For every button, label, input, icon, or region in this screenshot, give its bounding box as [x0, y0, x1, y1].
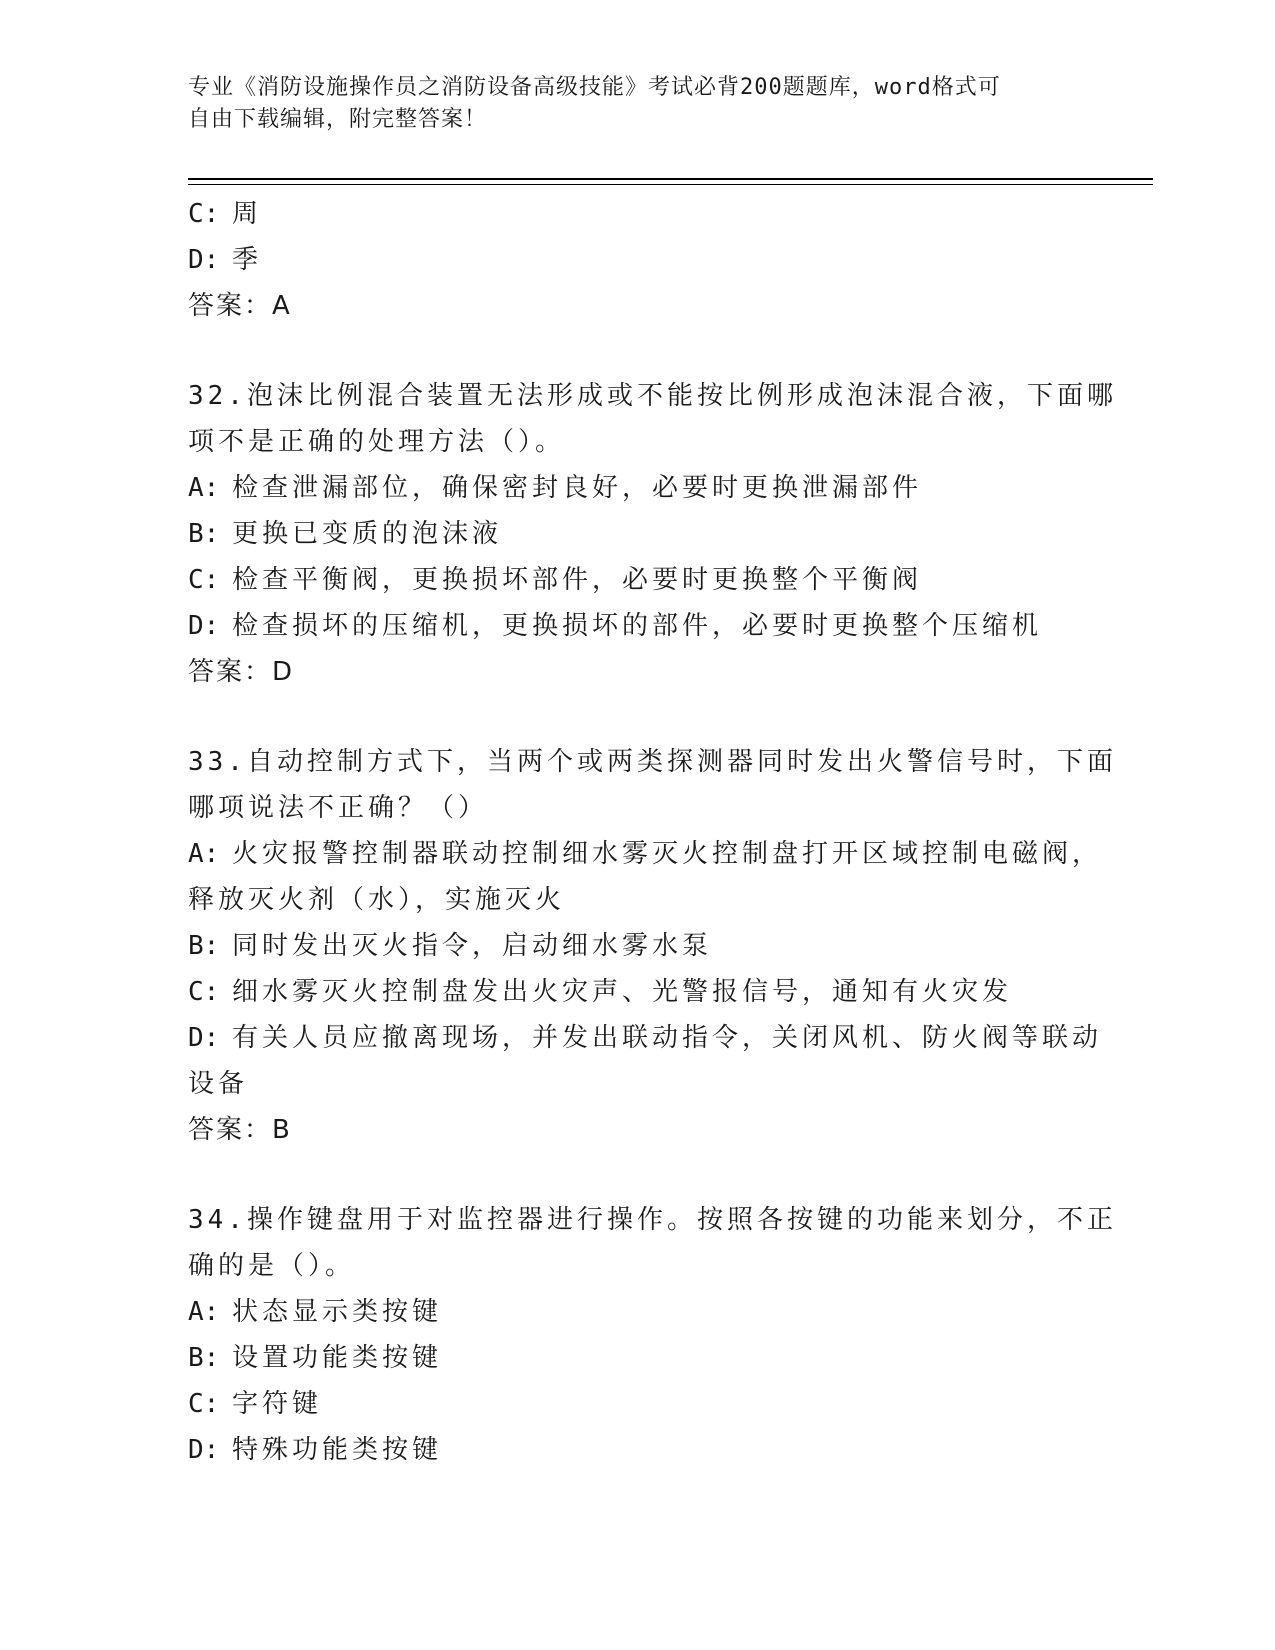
page-header: [188, 72, 1068, 136]
option-d: [188, 237, 1088, 283]
option-label: C:: [188, 977, 220, 1007]
question-stem-cont: 确的是（）。: [188, 1251, 356, 1281]
option-label: B:: [188, 931, 220, 961]
option-d: [188, 1015, 1103, 1061]
option-label: C:: [188, 565, 220, 595]
option-text: 细水雾灭火控制盘发出火灾声、光警报信号，通知有火灾发: [232, 977, 1013, 1007]
header-rule-thick: [188, 178, 1153, 180]
question-34: [188, 1197, 1117, 1473]
option-text: 火灾报警控制器联动控制细水雾灭火控制盘打开区域控制电磁阀，: [232, 839, 1103, 869]
option-text: 设置功能类按键: [232, 1343, 443, 1373]
option-text: 检查损坏的压缩机，更换损坏的部件，必要时更换整个压缩机: [232, 611, 1043, 641]
header-line-1: 专业《消防设施操作员之消防设备高级技能》考试必背200题题库，word格式可: [188, 75, 1001, 100]
question-stem-cont: 项不是正确的处理方法（）。: [188, 427, 566, 457]
header-rule-thin: [188, 184, 1153, 185]
question-stem: 32.泡沫比例混合装置无法形成或不能按比例形成泡沫混合液，下面哪: [188, 381, 1117, 411]
option-label: D:: [188, 245, 220, 275]
option-label: C:: [188, 1389, 220, 1419]
option-a: [188, 831, 1103, 877]
option-text: 状态显示类按键: [232, 1297, 443, 1327]
question-32: [188, 373, 1117, 695]
answer-line: 答案：B: [188, 1115, 292, 1145]
option-label: B:: [188, 519, 220, 549]
question-33: [188, 739, 1117, 1153]
option-c: [188, 1381, 1088, 1427]
option-label: D:: [188, 1023, 220, 1053]
option-a: [188, 1289, 1088, 1335]
option-text: 特殊功能类按键: [232, 1435, 443, 1465]
option-b: [188, 923, 1088, 969]
header-line-2: 自由下载编辑，附完整答案！: [188, 107, 488, 132]
question-stem-cont: 哪项说法不正确？（）: [188, 793, 489, 823]
option-text: 有关人员应撤离现场，并发出联动指令，关闭风机、防火阀等联动: [232, 1023, 1103, 1053]
option-b: [188, 511, 1088, 557]
option-a-cont: 释放灭火剂（水），实施灭火: [188, 885, 566, 915]
option-text: 更换已变质的泡沫液: [232, 519, 503, 549]
prev-question-tail: [188, 191, 1088, 329]
question-stem: 33.自动控制方式下，当两个或两类探测器同时发出火警信号时，下面: [188, 747, 1117, 777]
option-text: 字符键: [232, 1389, 323, 1419]
option-d: [188, 1427, 1088, 1473]
option-text: 检查泄漏部位，确保密封良好，必要时更换泄漏部件: [232, 473, 923, 503]
option-label: C:: [188, 199, 220, 229]
option-label: B:: [188, 1343, 220, 1373]
answer-line: 答案：D: [188, 657, 295, 687]
option-label: A:: [188, 839, 220, 869]
option-text: 周: [232, 199, 263, 229]
option-label: D:: [188, 1435, 220, 1465]
option-c: [188, 969, 1088, 1015]
option-c: [188, 191, 1088, 237]
option-c: [188, 557, 1088, 603]
option-label: A:: [188, 1297, 220, 1327]
option-a: [188, 465, 1088, 511]
option-label: A:: [188, 473, 220, 503]
option-b: [188, 1335, 1088, 1381]
option-text: 季: [232, 245, 263, 275]
option-d-cont: 设备: [188, 1069, 249, 1099]
question-stem: 34.操作键盘用于对监控器进行操作。按照各按键的功能来划分，不正: [188, 1205, 1117, 1235]
option-text: 同时发出灭火指令，启动细水雾水泵: [232, 931, 713, 961]
option-text: 检查平衡阀，更换损坏部件，必要时更换整个平衡阀: [232, 565, 923, 595]
option-d: [188, 603, 1088, 649]
option-label: D:: [188, 611, 220, 641]
question-list: [188, 191, 1117, 1473]
answer-line: 答案：A: [188, 291, 292, 321]
